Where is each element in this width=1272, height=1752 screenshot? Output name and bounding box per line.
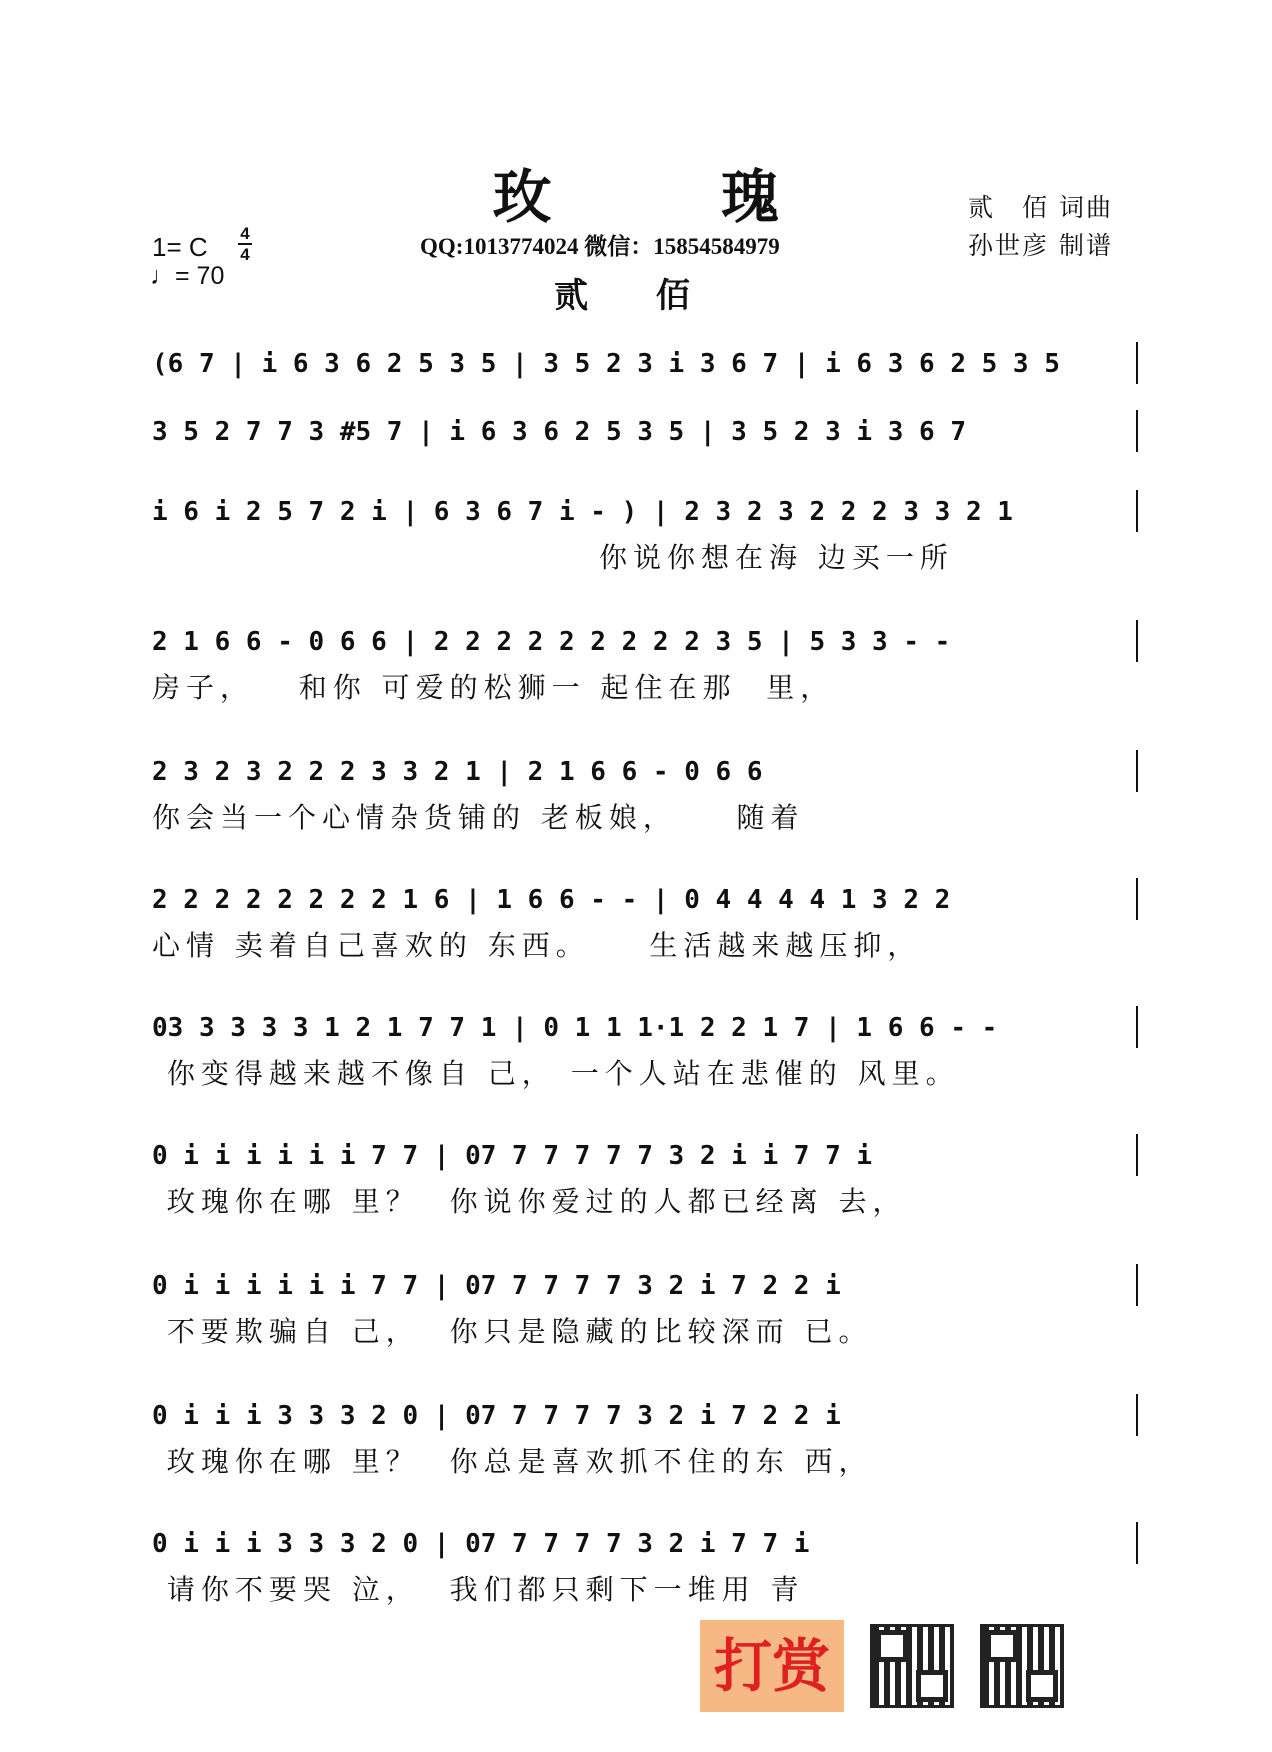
lyrics-row: 心情 卖着自己喜欢的 东西。 生活越来越压抑， — [152, 929, 922, 962]
score-credit: 孙世彦 制谱 — [968, 231, 1113, 260]
notes-row: 2 3 2 3 2 2 2 3 3 2 1 | 2 1 6 6 - 0 6 6 — [152, 757, 763, 787]
time-sig-top: 4 — [240, 224, 250, 243]
qr-code-icon — [870, 1624, 954, 1708]
contact-info: QQ:1013774024 微信：15854584979 — [420, 234, 780, 259]
notes-row: 3 5 2 7 7 3 #5 7 | i 6 3 6 2 5 3 5 | 3 5 2 3 i 3 6 7 — [152, 417, 966, 447]
lyrics-row: 房子， 和你 可爱的松狮一 起住在那 里， — [152, 671, 835, 704]
notes-row: 2 1 6 6 - 0 6 6 | 2 2 2 2 2 2 2 2 2 3 5 | 5 3 3 - - — [152, 627, 951, 657]
tempo-marking: ♩= 70 — [150, 262, 225, 290]
notes-row: 0 i i i 3 3 3 2 0 | 07 7 7 7 7 3 2 i 7 7 i — [152, 1529, 810, 1559]
artist-name: 贰 佰 — [554, 276, 718, 316]
notes-row: 2 2 2 2 2 2 2 2 1 6 | 1 6 6 - - | 0 4 4 4 4 1 3 2 2 — [152, 885, 951, 915]
notes-row: 0 i i i i i i 7 7 | 07 7 7 7 7 7 3 2 i i 7 7 i — [152, 1141, 873, 1171]
notes-row: i 6 i 2 5 7 2 i | 6 3 6 7 i - ) | 2 3 2 3 2 2 2 3 3 2 1 — [152, 497, 1013, 527]
lyrics-row: 你说你想在海 边买一所 — [152, 541, 954, 574]
song-title: 玫瑰 — [492, 163, 949, 231]
key-signature: 1= C — [152, 232, 208, 262]
lyrics-row: 你变得越来越不像自 己， 一个人站在悲催的 风里。 — [152, 1057, 960, 1090]
lyrics-row: 不要欺骗自 己， 你只是隐藏的比较深而 已。 — [152, 1315, 873, 1348]
lyrics-row: 请你不要哭 泣， 我们都只剩下一堆用 青 — [152, 1573, 805, 1606]
qr-code-icon — [980, 1624, 1064, 1708]
time-signature — [238, 224, 252, 264]
notes-row: 0 i i i i i i 7 7 | 07 7 7 7 7 3 2 i 7 2 2 i — [152, 1271, 841, 1301]
lyrics-row: 你会当一个心情杂货铺的 老板娘， 随着 — [152, 801, 805, 834]
lyrics-row: 玫瑰你在哪 里？ 你说你爱过的人都已经离 去， — [152, 1185, 907, 1218]
lyrics-row: 玫瑰你在哪 里？ 你总是喜欢抓不住的东 西， — [152, 1445, 873, 1478]
notes-row: 03 3 3 3 3 1 2 1 7 7 1 | 0 1 1 1·1 2 2 1 7 | 1 6 6 - - — [152, 1013, 998, 1043]
time-sig-bottom: 4 — [240, 245, 250, 264]
tip-button[interactable]: 打赏 — [700, 1620, 844, 1712]
lyrics-credit: 贰 佰 词曲 — [968, 193, 1113, 222]
notes-row: (6 7 | i 6 3 6 2 5 3 5 | 3 5 2 3 i 3 6 7 | i 6 3 6 2 5 3 5 — [152, 349, 1060, 379]
notes-row: 0 i i i 3 3 3 2 0 | 07 7 7 7 7 3 2 i 7 2 2 i — [152, 1401, 841, 1431]
